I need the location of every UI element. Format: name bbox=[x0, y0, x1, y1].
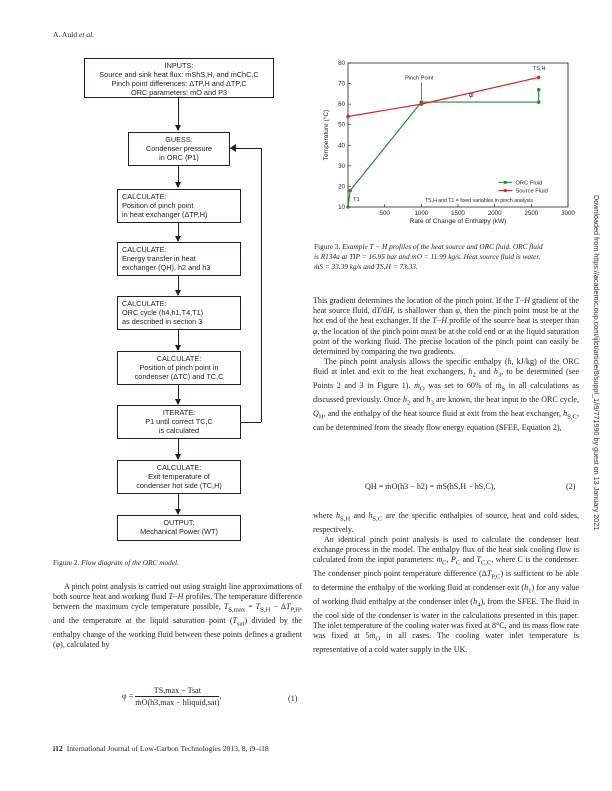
equation-2: QH = ṁO(h3 − h2) = ṁS(hS,H − hS,C), bbox=[365, 482, 496, 491]
y-axis-label: Temperature (°C) bbox=[323, 109, 330, 161]
x-tick-label: 500 bbox=[379, 210, 390, 217]
body-text-right-bottom: where $h_{S,H}$ and $h_{S,C}$ are the specific enthalpies of source, heat and cold sides, respectively. An identical pinch point analysis is used to calculate the condenser heat exchange process in the model. The enthalpy flux of the heat sink cooling flow is calculated from the input parameters: ṁ$_C$, $P_C$ and $T_{C,C}$, where C is the condenser. The condenser pinch point temperature difference $(\Delta T_{P,C})$ is sufficient to be able to determine the enthalpy of the working fluid at condenser exit $(h_1)$ for any value of working fluid enthalpy at the condenser inlet $(h_4)$, from the SFEE. The fluid in the cool side of the condenser is water in the calculations presented in this paper. The inlet temperature of the cooling water was fixed at 8°C, and its mass flow rate was fixed at 5ṁ$_O$ in all cases. The cooling water inlet temperature is representative of a cold water supply in the UK. bbox=[313, 511, 580, 654]
pinch-point-label: Pinch Point bbox=[405, 75, 434, 82]
y-tick-label: 80 bbox=[338, 60, 345, 67]
x-tick-label: 2000 bbox=[487, 210, 502, 217]
figure2-caption: Figure 2. Flow diagram of the ORC model. bbox=[53, 558, 179, 567]
series-line-orc-fluid bbox=[348, 90, 539, 207]
t1-label: T1 bbox=[353, 196, 360, 203]
x-tick-label: 2500 bbox=[524, 210, 539, 217]
equation-1: φ = $\frac{\text{TS,max − Tsat}}{\text{ṁO(h3,max − hliquid,sat)}}$ , bbox=[122, 686, 222, 707]
body-text-left: A pinch point analysis is carried out using straight line approximations of both source heat and working fluid T−H profiles. The temperature difference between the maximum cycle temperature possible, $T_{S,max} = T_{S,H} - \Delta T_{P,H}$, and the temperature at the liquid saturation point $(T_{sat})$ divided by the enthalpy change of the working fluid between these points defines a gradient (φ), calculated by bbox=[53, 582, 303, 650]
legend-label: Source Fluid bbox=[515, 188, 548, 195]
feedback-arrowhead bbox=[230, 144, 236, 152]
series-line-source-fluid bbox=[348, 77, 539, 116]
x-tick-label: 3000 bbox=[561, 210, 575, 217]
flow-box-inputs: INPUTS: Source and sink heat flux: ṁShS,H, and ṁChC,C Pinch point differences: ΔTP,H and ΔTP,C ORC parameters: ṁO and P3 bbox=[84, 58, 274, 98]
data-point bbox=[348, 189, 352, 193]
feedback-line bbox=[261, 148, 262, 422]
flow-arrow bbox=[178, 330, 179, 350]
figure3-caption: Figure 3. Example T − H profiles of the heat source and ORC fluid. ORC fluid is R134a at TIP = 16.95 bar and ṁO = 11.99 kg/s. Heat source fluid is water, ṁS = 33.39 kg/s and TS,H = 73.33. bbox=[314, 242, 543, 271]
flow-arrow bbox=[178, 494, 179, 514]
running-header: A. Auld et al. bbox=[53, 30, 95, 39]
flow-box-iterate: ITERATE: P1 until correct TC,C is calculated bbox=[117, 405, 241, 439]
x-tick-label: 1000 bbox=[414, 210, 429, 217]
flow-arrow bbox=[178, 276, 179, 295]
flow-arrow bbox=[178, 98, 179, 130]
page-footer: i12 International Journal of Low-Carbon Technologies 2013, 8, i9–i18 bbox=[53, 744, 269, 753]
data-point bbox=[537, 88, 541, 92]
phi-label: φ bbox=[469, 91, 474, 99]
x-axis-label: Rate of Change of Enthalpy (kW) bbox=[409, 218, 507, 225]
flow-arrow bbox=[178, 439, 179, 459]
fixed-variables-note: TS,H and T1 = fixed variables in pinch analysis bbox=[425, 197, 533, 204]
flow-box-energy: CALCULATE: Energy transfer in heat exchanger (QH), h2 and h3 bbox=[117, 242, 241, 276]
data-point bbox=[346, 205, 350, 209]
equation-2-number: (2) bbox=[566, 482, 576, 491]
flow-arrow bbox=[178, 166, 179, 187]
y-tick-label: 30 bbox=[338, 162, 345, 170]
equation-1-number: (1) bbox=[288, 694, 298, 703]
y-tick-label: 50 bbox=[338, 121, 345, 129]
data-point bbox=[537, 100, 541, 104]
data-point bbox=[420, 102, 424, 106]
feedback-line bbox=[241, 422, 261, 423]
flow-box-exit-temp: CALCULATE: Exit temperature of condenser hot side (TC,H) bbox=[117, 460, 241, 494]
legend-marker bbox=[504, 189, 507, 192]
flow-box-orc-cycle: CALCULATE: ORC cycle (h4,h1,T4,T1) as described in section 3 bbox=[117, 296, 241, 330]
data-point bbox=[346, 115, 350, 119]
y-tick-label: 20 bbox=[338, 183, 345, 191]
download-notice: Downloaded from https://academic.oup.com/ijlct/article/8/suppl_1/i9/771990 by guest on 13 January 2021 bbox=[592, 195, 601, 531]
flow-arrow bbox=[178, 385, 179, 404]
tH-profile-chart bbox=[306, 57, 579, 240]
y-tick-label: 60 bbox=[338, 101, 345, 109]
flow-diagram bbox=[84, 58, 274, 553]
data-point bbox=[537, 76, 541, 80]
flow-arrow bbox=[178, 223, 179, 241]
y-tick-label: 40 bbox=[338, 142, 345, 150]
legend-marker bbox=[504, 181, 507, 184]
y-tick-label: 10 bbox=[338, 204, 345, 211]
x-tick-label: 1500 bbox=[451, 210, 465, 217]
body-text-right-top: This gradient determines the location of the pinch point. If the T−H gradient of the heat source fluid, dT/dH, is shallower than φ, then the pinch point must be at the hot end of the heat exchanger. If the T−H profile of the source heat is steeper than φ, the location of the pinch point must be at the cold end or at the liquid saturation point of the working fluid. The precise location of the pinch point can easily be determined by comparing the two gradients. The pinch point analysis allows the specific enthalpy (h, kJ/kg) of the ORC fluid at inlet and exit to the heat exchangers, $h_2$ and $h_3$, to be determined (see Points 2 and 3 in Figure 1). ṁ$_O$ was set to 60% of ṁ$_S$ in all calculations as discussed previously. Once $h_2$ and $h_3$ are known, the heat input to the ORC cycle, $Q_H$, and the enthalpy of the heat source fluid at exit from the heat exchanger, $h_{S,C}$, can be determined from the steady flow energy equation (SFEE, Equation 2), bbox=[313, 296, 579, 432]
legend-label: ORC Fluid bbox=[515, 180, 543, 187]
flow-box-output: OUTPUT: Mechanical Power (WT) bbox=[117, 515, 241, 541]
flow-box-guess: GUESS: Condenser pressure in ORC (P1) bbox=[128, 132, 230, 166]
flow-box-pinch-condenser: CALCULATE: Position of pinch point in condenser (ΔTC) and TC,C bbox=[117, 351, 241, 385]
tsh-label: TS,H bbox=[532, 66, 546, 73]
y-tick-label: 70 bbox=[338, 80, 345, 88]
flow-box-pinch-hx: CALCULATE: Position of pinch point in heat exchanger (ΔTP,H) bbox=[117, 189, 241, 223]
